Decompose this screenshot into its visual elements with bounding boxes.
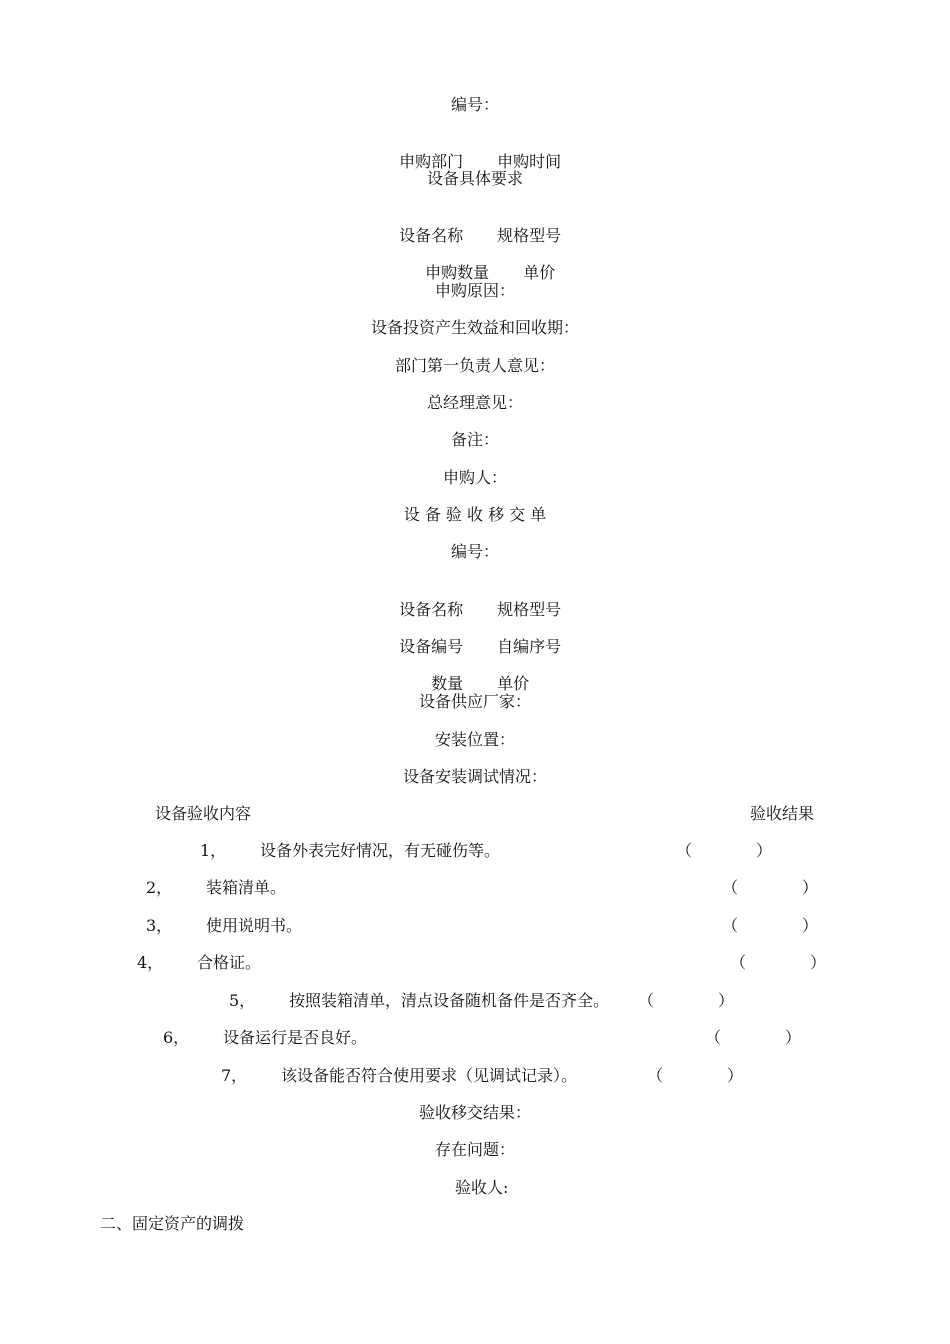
form1-reason-label: 申购原因： — [434, 281, 515, 300]
checklist-item-text: 该设备能否符合使用要求（见调试记录）。 — [281, 1066, 578, 1085]
form1-dept-head-label: 部门第一负责人意见： — [394, 356, 555, 375]
form2-inspector-label: 验收人: — [455, 1178, 509, 1197]
form2-equipno-selfno-row — [0, 617, 950, 657]
form1-time-label: 申购时间 — [497, 152, 562, 171]
form2-install-label: 设备安装调试情况： — [402, 767, 547, 786]
form2-content-header: 设备验收内容 — [155, 804, 252, 823]
form2-supplier-label: 设备供应厂家： — [418, 692, 531, 711]
form2-name-model-row — [0, 580, 950, 620]
form2-qty-label: 数量 — [431, 674, 464, 693]
form1-benefit-label: 设备投资产生效益和回收期： — [370, 318, 579, 337]
form2-issues-label: 存在问题： — [434, 1140, 515, 1159]
form2-title: 设 备 验 收 移 交 单 — [403, 505, 547, 524]
checklist-item-text: 合格证。 — [197, 953, 262, 972]
result-close-paren: ） — [785, 1028, 802, 1047]
form1-remarks-label: 备注： — [450, 430, 499, 449]
result-close-paren: ） — [810, 953, 827, 972]
section-heading: 二、固定资产的调拨 — [100, 1214, 245, 1233]
form1-qty-label: 申购数量 — [425, 263, 490, 282]
checklist-item-number: 3， — [146, 916, 173, 935]
checklist-item-text: 设备运行是否良好。 — [223, 1028, 368, 1047]
form2-handover-result-label: 验收移交结果： — [418, 1103, 531, 1122]
form2-model-label: 规格型号 — [497, 600, 562, 619]
result-close-paren: ） — [727, 1066, 744, 1085]
form2-price-label: 单价 — [497, 674, 530, 693]
checklist-item-number: 2， — [146, 878, 173, 897]
result-open-paren: （ — [705, 1028, 722, 1047]
result-open-paren: （ — [730, 953, 747, 972]
checklist-item-number: 4， — [137, 953, 164, 972]
form2-number-label: 编号： — [450, 542, 499, 561]
result-open-paren: （ — [722, 878, 739, 897]
form1-applicant-label: 申购人： — [442, 468, 507, 487]
form1-dept-time-row — [0, 132, 950, 172]
result-open-paren: （ — [647, 1066, 664, 1085]
form2-result-header: 验收结果 — [750, 804, 815, 823]
checklist-item-number: 5， — [229, 991, 256, 1010]
result-close-paren: ） — [802, 878, 819, 897]
result-close-paren: ） — [756, 841, 773, 860]
form2-equip-no-label: 设备编号 — [399, 637, 464, 656]
result-open-paren: （ — [722, 916, 739, 935]
form2-self-no-label: 自编序号 — [497, 637, 562, 656]
form1-name-model-row — [0, 206, 950, 246]
result-open-paren: （ — [676, 841, 693, 860]
checklist-item-text: 设备外表完好情况，有无碰伤等。 — [260, 841, 501, 860]
result-close-paren: ） — [802, 916, 819, 935]
form1-number-label: 编号： — [450, 95, 499, 114]
result-open-paren: （ — [638, 991, 655, 1010]
checklist-item-number: 7， — [221, 1066, 248, 1085]
checklist-item-text: 装箱清单。 — [206, 878, 287, 897]
result-close-paren: ） — [718, 991, 735, 1010]
checklist-item-number: 6， — [163, 1028, 190, 1047]
form2-name-label: 设备名称 — [399, 600, 464, 619]
form1-model-label: 规格型号 — [497, 226, 562, 245]
form1-dept-label: 申购部门 — [399, 152, 464, 171]
checklist-item-text: 使用说明书。 — [206, 916, 303, 935]
form2-qty-price-row — [0, 654, 950, 694]
form1-qty-price-row — [415, 243, 555, 283]
checklist-item-number: 1， — [200, 841, 227, 860]
form1-gm-label: 总经理意见： — [426, 393, 523, 412]
form1-name-label: 设备名称 — [399, 226, 464, 245]
form2-location-label: 安装位置： — [434, 730, 515, 749]
form1-price-label: 单价 — [523, 263, 556, 282]
checklist-item-text: 按照装箱清单，清点设备随机备件是否齐全。 — [289, 991, 610, 1010]
form1-requirements-title: 设备具体要求 — [426, 169, 523, 188]
